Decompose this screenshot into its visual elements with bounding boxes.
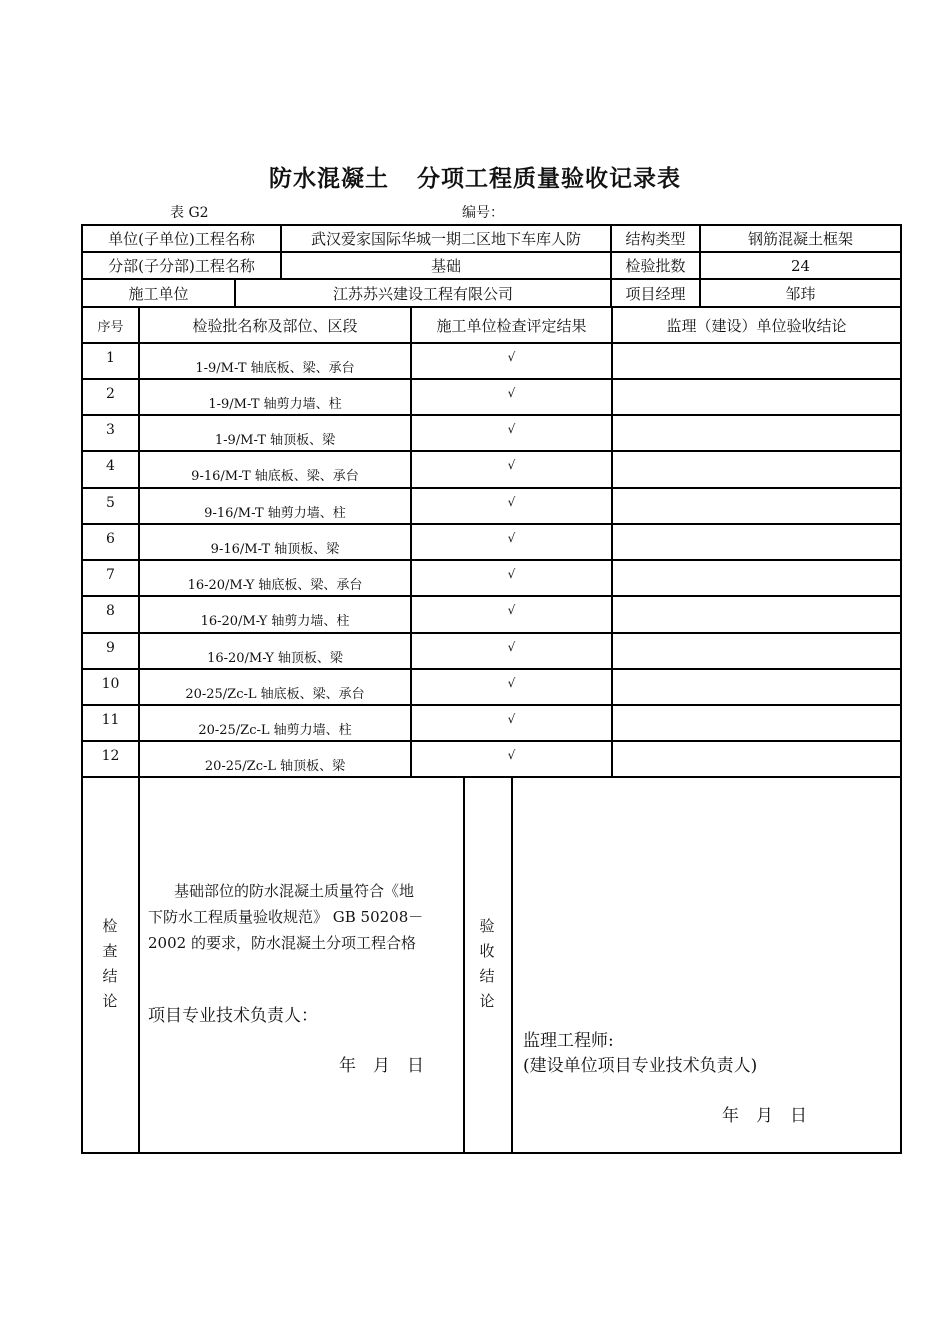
row-number: 7: [106, 567, 115, 583]
row-number: 12: [101, 748, 120, 764]
title-part1: 防水混凝土: [269, 165, 389, 192]
batch-count-value: 24: [790, 256, 811, 275]
row-number: 2: [106, 386, 115, 402]
inspection-conclusion-text: 基础部位的防水混凝土质量符合《地 下防水工程质量验收规范》 GB 50208－ 2002 的要求，防水混凝土分项工程合格: [148, 882, 424, 952]
check-mark: √: [507, 458, 516, 472]
batch-count-label: 检验批数: [625, 257, 686, 275]
row-number: 3: [106, 422, 115, 438]
batch-name: 20-25/Zc-L 轴底板、梁、承台: [185, 686, 365, 702]
check-mark: √: [507, 567, 516, 581]
contractor-label: 施工单位: [128, 284, 189, 303]
batch-name: 1-9/M-T 轴顶板、梁: [214, 432, 336, 448]
structure-type-label: 结构类型: [625, 230, 686, 248]
technical-responsible-label: 项目专业技术负责人：: [148, 1006, 318, 1026]
check-mark: √: [507, 386, 516, 400]
unit-project-value: 武汉爱家国际华城一期二区地下车库人防: [310, 230, 581, 248]
batch-name: 20-25/Zc-L 轴顶板、梁: [204, 758, 346, 774]
batch-name: 16-20/M-Y 轴底板、梁、承台: [187, 577, 363, 593]
acceptance-conclusion-label: 验 收 结 论: [479, 917, 495, 1010]
batch-name: 9-16/M-T 轴底板、梁、承台: [191, 469, 359, 484]
check-mark: √: [507, 350, 516, 364]
row-number: 4: [106, 458, 115, 474]
structure-type-value: 钢筋混凝土框架: [747, 230, 853, 248]
batch-name: 16-20/M-Y 轴顶板、梁: [207, 650, 343, 666]
project-manager-label: 项目经理: [625, 284, 686, 303]
project-manager-value: 邹玮: [785, 284, 816, 303]
contractor-value: 江苏苏兴建设工程有限公司: [332, 284, 513, 303]
check-mark: √: [507, 640, 516, 654]
subunit-project-value: 基础: [430, 257, 461, 275]
check-mark: √: [507, 748, 516, 762]
row-number: 8: [106, 603, 115, 619]
row-number: 1: [106, 350, 115, 366]
check-mark: √: [507, 712, 516, 726]
title-part2: 分项工程质量验收记录表: [417, 165, 681, 192]
batch-name: 9-16/M-T 轴剪力墙、柱: [204, 505, 346, 521]
inspection-conclusion-label: 检 查 结 论: [102, 917, 118, 1010]
inspection-date: 年 月 日: [339, 1056, 424, 1076]
supervision-engineer-label: 监理工程师:: [523, 1031, 614, 1051]
owner-representative-label: (建设单位项目专业技术负责人): [523, 1056, 758, 1076]
check-mark: √: [507, 495, 516, 509]
check-mark: √: [507, 603, 516, 617]
check-mark: √: [507, 422, 516, 436]
subunit-project-label: 分部(子分部)工程名称: [108, 257, 255, 275]
batch-name: 9-16/M-T 轴顶板、梁: [210, 541, 340, 557]
batch-name: 1-9/M-T 轴底板、梁、承台: [195, 360, 355, 376]
check-mark: √: [507, 676, 516, 690]
row-number: 5: [106, 495, 115, 511]
acceptance-date: 年 月 日: [722, 1106, 807, 1126]
batch-name: 20-25/Zc-L 轴剪力墙、柱: [198, 722, 352, 738]
check-mark: √: [507, 531, 516, 545]
column-header-supervision: 监理（建设）单位验收结论: [666, 316, 847, 335]
batch-name: 16-20/M-Y 轴剪力墙、柱: [200, 614, 350, 629]
column-header-batch: 检验批名称及部位、区段: [192, 316, 358, 335]
row-number: 6: [106, 531, 115, 547]
unit-project-label: 单位(子单位)工程名称: [108, 230, 255, 248]
column-header-seq: 序号: [97, 319, 124, 335]
record-table: [81, 224, 902, 1154]
column-header-self-check: 施工单位检查评定结果: [436, 316, 587, 335]
form-title: [0, 160, 950, 193]
serial-number-label: 编号：: [462, 205, 504, 221]
form-number: 表 G2: [170, 205, 209, 221]
row-number: 9: [106, 640, 115, 656]
row-number: 11: [101, 712, 120, 728]
batch-name: 1-9/M-T 轴剪力墙、柱: [208, 396, 342, 412]
row-number: 10: [101, 676, 120, 692]
